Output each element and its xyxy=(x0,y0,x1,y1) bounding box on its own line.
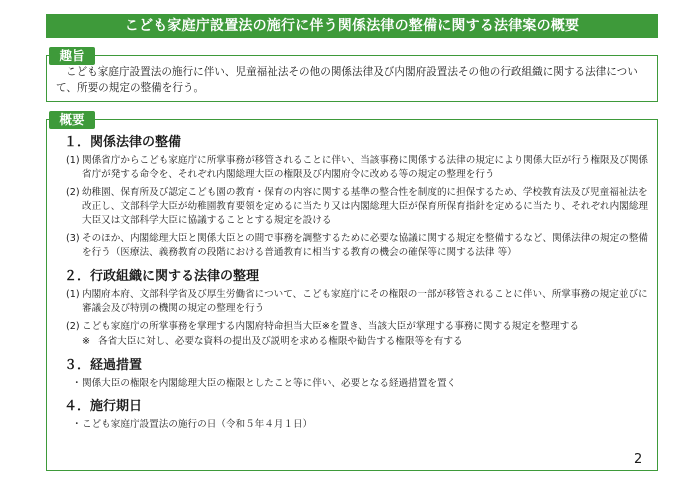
section-heading: ２．行政組織に関する法律の整理 xyxy=(64,269,260,284)
item-text: 幼稚園、保育所及び認定こども園の教育・保育の内容に関する基準の整合性を制度的に担保するため、学校教育法及び児童福祉法を改正し、文部科学大臣が幼稚園教育要領を定めるに当たり又は内閣総理大臣が保育所保育指針を定めるに当たり、それぞれ内閣総理大臣又は文部科学大臣に協議することとする規定を設ける xyxy=(82,187,649,226)
document-title: こども家庭庁設置法の施行に伴う関係法律の整備に関する法律案の概要 xyxy=(46,14,658,38)
section-item xyxy=(54,154,650,182)
bullet-text: こども家庭庁設置法の施行の日（令和５年４月１日） xyxy=(82,419,313,430)
item-number: (2) xyxy=(66,321,80,332)
outline-label: 概要 xyxy=(49,111,95,129)
item-text: こども家庭庁の所掌事務を掌理する内閣府特命担当大臣※を置き、当該大臣が掌理する事務に関する規定を整理する xyxy=(82,321,579,332)
section-heading: １．関係法律の整備 xyxy=(64,135,182,150)
bullet-text: 関係大臣の権限を内閣総理大臣の権限としたこと等に伴い、必要となる経過措置を置く xyxy=(82,378,457,389)
purpose-label: 趣旨 xyxy=(49,47,95,65)
item-number: (1) xyxy=(66,289,80,300)
item-text: そのほか、内閣総理大臣と関係大臣との間で事務を調整するために必要な協議に関する規定を整備するなど、関係法律の規定の整備を行う（医療法、義務教育の段階における普通教育に相当する教育の機会の確保等に関する法律 等） xyxy=(82,233,649,258)
section-heading: ３．経過措置 xyxy=(64,358,143,373)
item-number: (1) xyxy=(66,155,80,166)
item-text: 関係省庁からこども家庭庁に所掌事務が移管されることに伴い、当該事務に関係する法律の規定により関係大臣が行う権限及び関係省庁が発する命令を、それぞれ内閣総理大臣の権限及び内閣府令に改める等の規定の整理を行う xyxy=(82,155,649,180)
section-item xyxy=(54,232,650,260)
item-number: (2) xyxy=(66,187,80,198)
item-text: 内閣府本府、文部科学省及び厚生労働省について、こども家庭庁にその権限の一部が移管されることに伴い、所掌事務の規定並びに審議会及び特別の機関の規定の整理を行う xyxy=(82,289,648,314)
bullet-dot: ・ xyxy=(72,378,82,389)
outline-content xyxy=(54,134,650,435)
bullet-item xyxy=(54,377,650,391)
section-item xyxy=(54,320,650,334)
section-item xyxy=(54,186,650,228)
purpose-text: こども家庭庁設置法の施行に伴い、児童福祉法その他の関係法律及び内閣府設置法その他の行政組織に関する法律について、所要の規定の整備を行う。 xyxy=(56,66,638,94)
note-text: 各省大臣に対し、必要な資料の提出及び説明を求める権限や勧告する権限等を有する xyxy=(98,336,463,347)
bullet-dot: ・ xyxy=(72,419,82,430)
bullet-item xyxy=(54,418,650,432)
page-number: 2 xyxy=(634,452,643,467)
section-heading: ４．施行期日 xyxy=(64,399,143,414)
section-item xyxy=(54,288,650,316)
note-mark: ※ xyxy=(82,336,91,347)
item-number: (3) xyxy=(66,233,80,244)
section-note xyxy=(54,335,650,349)
